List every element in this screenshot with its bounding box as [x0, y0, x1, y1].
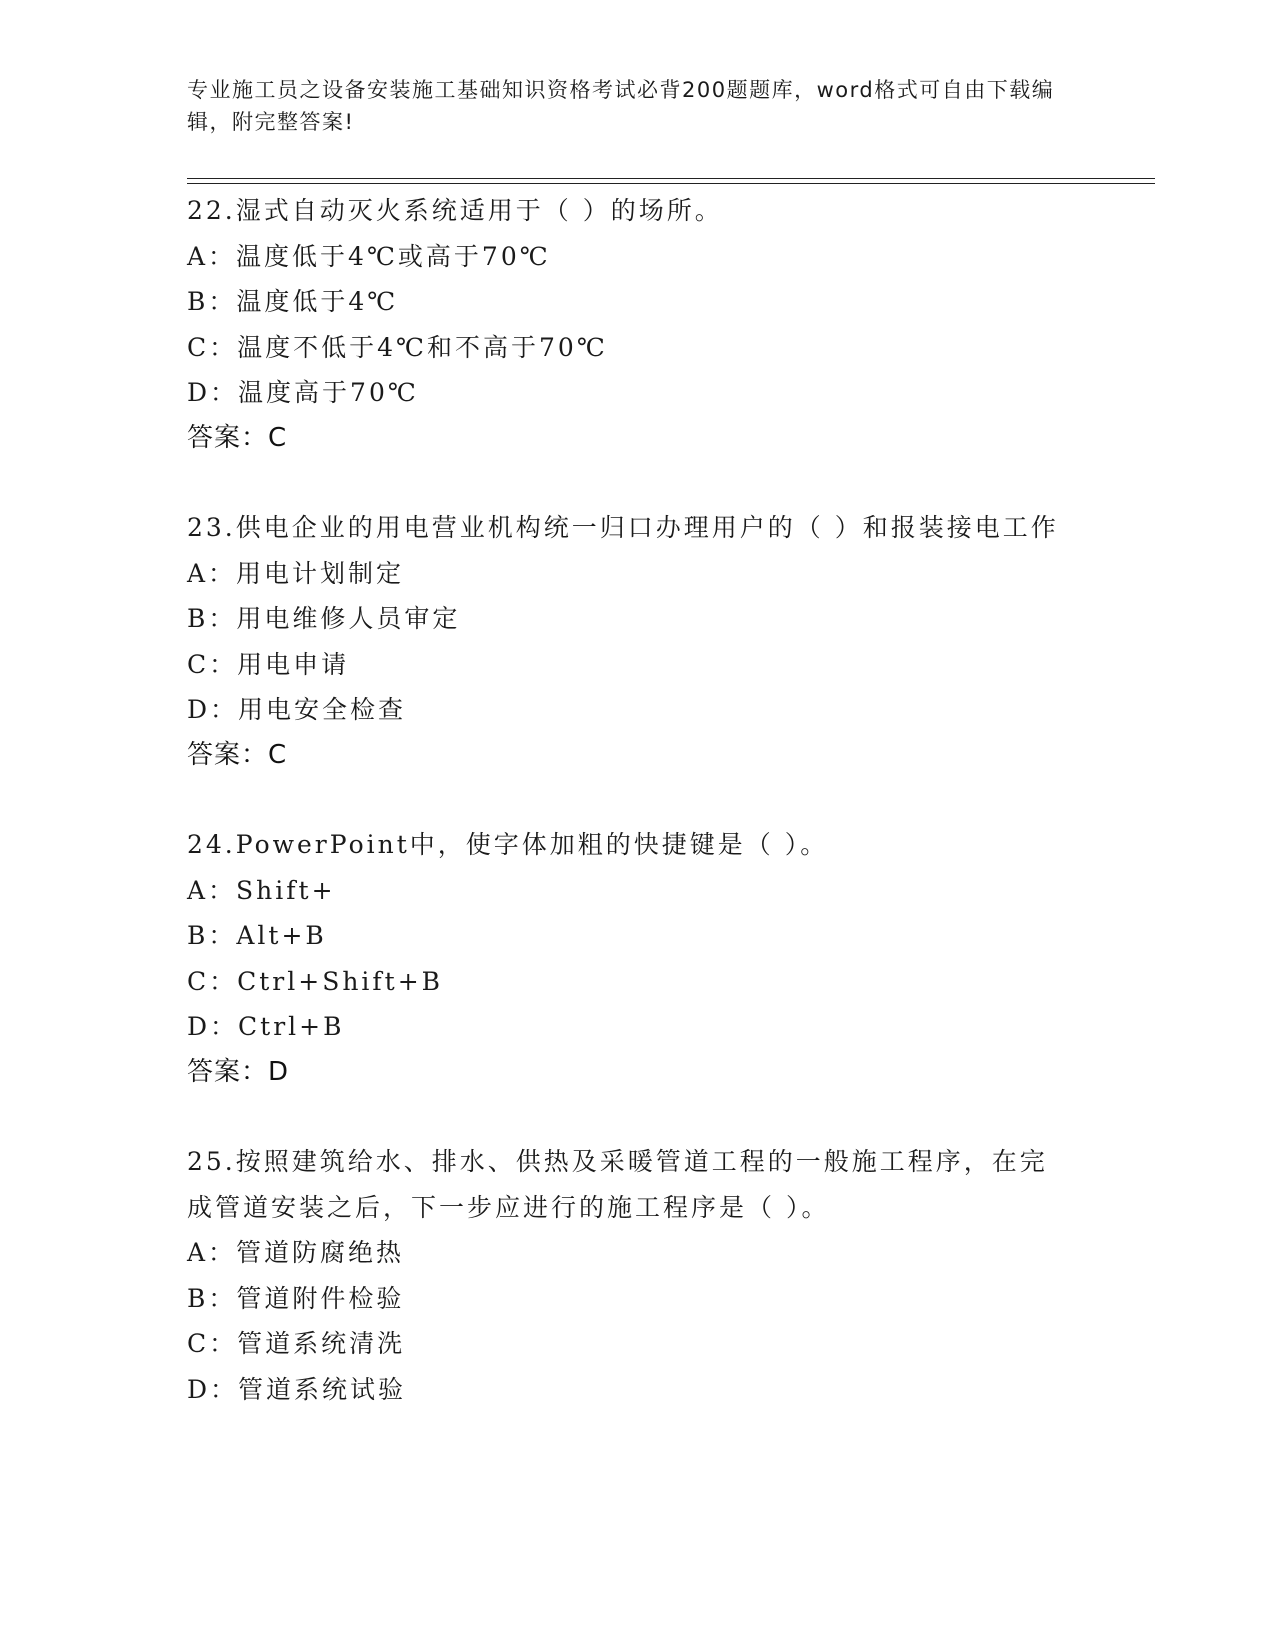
- spacer: [187, 1095, 1087, 1139]
- option-a: A：Shift+: [187, 875, 336, 905]
- option-b: B：管道附件检验: [187, 1283, 405, 1313]
- header-divider-bottom: [187, 183, 1155, 184]
- answer-line: 答案：D: [187, 1056, 290, 1087]
- option-a: A：温度低于4℃或高于70℃: [187, 241, 551, 271]
- option-d: D：管道系统试验: [187, 1374, 407, 1404]
- option-b: B：用电维修人员审定: [187, 604, 461, 633]
- question-list: [187, 188, 1087, 1412]
- option-c: C：管道系统清洗: [187, 1329, 406, 1358]
- option-c: C：用电申请: [187, 649, 350, 679]
- question-23: [187, 505, 1087, 778]
- option-c: C：温度不低于4℃和不高于70℃: [187, 332, 608, 362]
- option-d: D：Ctrl+B: [187, 1012, 345, 1041]
- question-22: [187, 188, 1087, 461]
- document-header: 专业施工员之设备安装施工基础知识资格考试必背200题题库，word格式可自由下载编辑，附完整答案!: [187, 78, 1055, 134]
- option-d: D：用电安全检查: [187, 695, 407, 724]
- option-b: B：Alt+B: [187, 921, 327, 950]
- option-a: A：管道防腐绝热: [187, 1238, 405, 1267]
- option-d: D：温度高于70℃: [187, 378, 419, 407]
- question-stem: 25.按照建筑给水、排水、供热及采暖管道工程的一般施工程序，在完成管道安装之后，下一步应进行的施工程序是（ ）。: [187, 1147, 1048, 1222]
- option-c: C：Ctrl+Shift+B: [187, 966, 444, 996]
- answer-line: 答案：C: [187, 422, 288, 453]
- question-stem: 24.PowerPoint中，使字体加粗的快捷键是（ ）。: [187, 830, 829, 859]
- answer-line: 答案：C: [187, 739, 288, 770]
- question-24: [187, 822, 1087, 1095]
- spacer: [187, 461, 1087, 505]
- question-stem: 23.供电企业的用电营业机构统一归口办理用户的（ ）和报装接电工作: [187, 513, 1059, 542]
- question-25: [187, 1139, 1087, 1412]
- header-divider-top: [187, 178, 1155, 179]
- question-stem: 22.湿式自动灭火系统适用于（ ）的场所。: [187, 196, 723, 225]
- option-b: B：温度低于4℃: [187, 287, 399, 316]
- option-a: A：用电计划制定: [187, 558, 405, 588]
- spacer: [187, 778, 1087, 822]
